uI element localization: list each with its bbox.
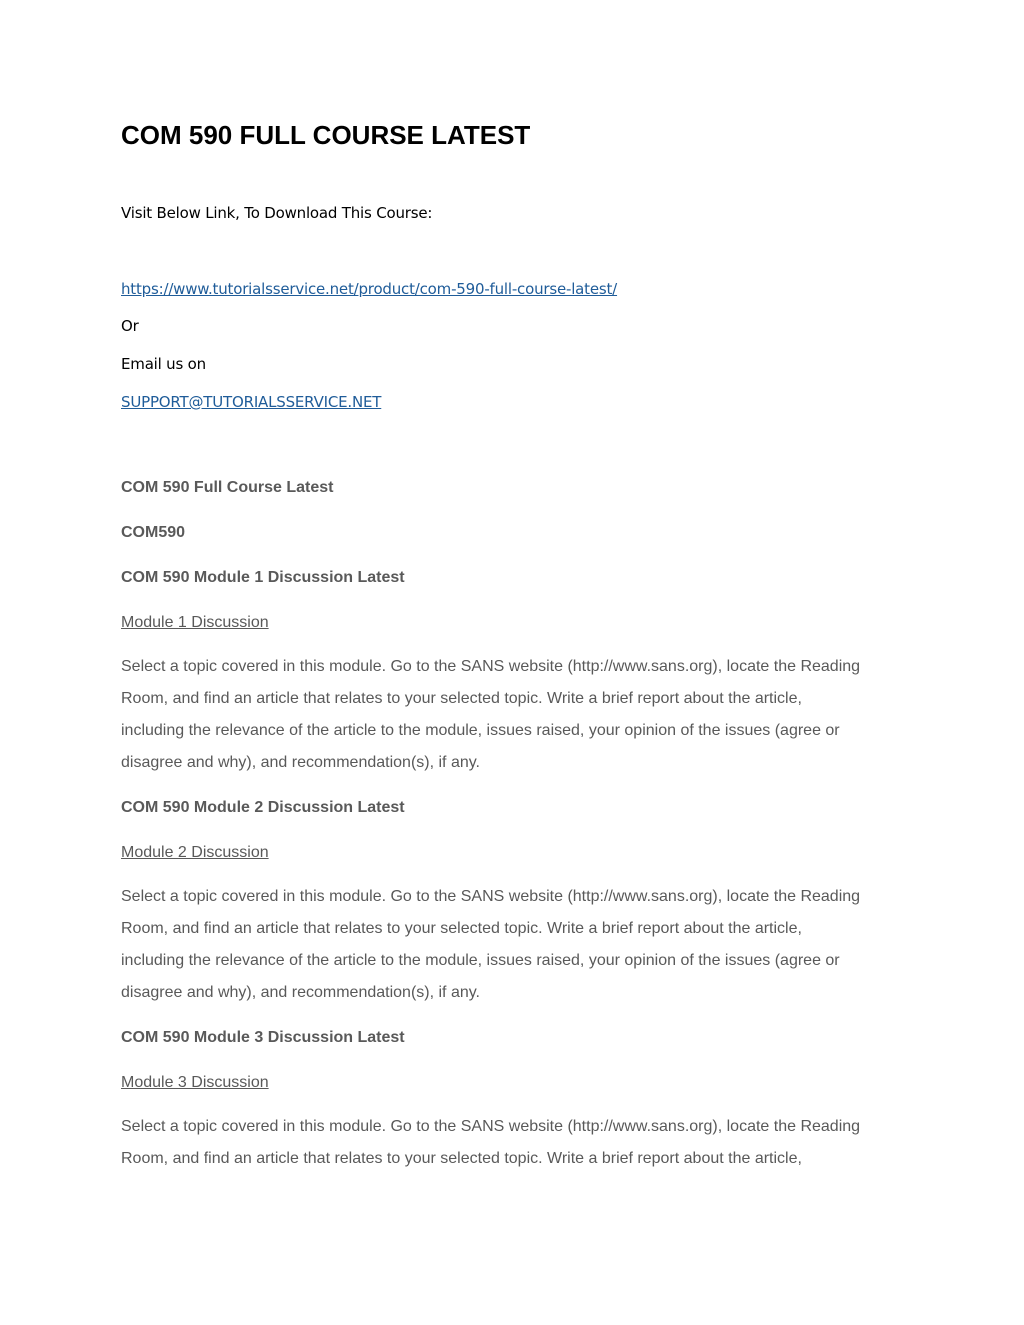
module-3-description [121,1111,911,1175]
paragraph-line: Select a topic covered in this module. Go to the SANS website (http://www.sans.org), locate the Reading [121,888,861,905]
paragraph-line: including the relevance of the article to the module, issues raised, your opinion of the issues (agree or [121,952,840,969]
visit-instruction: Visit Below Link, To Download This Course: [121,204,433,222]
download-link[interactable]: https://www.tutorialsservice.net/product/com-590-full-course-latest/ [121,280,618,298]
module-2-description [121,881,911,1009]
page-title: COM 590 FULL COURSE LATEST [121,120,531,150]
paragraph-line: Select a topic covered in this module. Go to the SANS website (http://www.sans.org), locate the Reading [121,658,861,675]
course-code: COM590 [121,524,186,541]
email-label: Email us on [121,355,206,373]
course-heading: COM 590 Full Course Latest [121,479,334,496]
paragraph-line: Room, and find an article that relates to your selected topic. Write a brief report about the article, [121,1150,802,1167]
paragraph-line: disagree and why), and recommendation(s), if any. [121,754,480,771]
paragraph-line: including the relevance of the article to the module, issues raised, your opinion of the issues (agree or [121,722,840,739]
module-1-heading: COM 590 Module 1 Discussion Latest [121,569,405,586]
or-text: Or [121,317,139,335]
paragraph-line: Select a topic covered in this module. Go to the SANS website (http://www.sans.org), locate the Reading [121,1118,861,1135]
module-3-heading: COM 590 Module 3 Discussion Latest [121,1029,405,1046]
paragraph-line: Room, and find an article that relates to your selected topic. Write a brief report about the article, [121,920,802,937]
support-email-link[interactable]: SUPPORT@TUTORIALSSERVICE.NET [121,393,382,411]
module-3-link[interactable]: Module 3 Discussion [121,1074,269,1091]
module-1-description [121,651,911,779]
module-2-heading: COM 590 Module 2 Discussion Latest [121,799,405,816]
paragraph-line: Room, and find an article that relates to your selected topic. Write a brief report about the article, [121,690,802,707]
module-2-link[interactable]: Module 2 Discussion [121,844,269,861]
module-1-link[interactable]: Module 1 Discussion [121,614,269,631]
paragraph-line: disagree and why), and recommendation(s), if any. [121,984,480,1001]
